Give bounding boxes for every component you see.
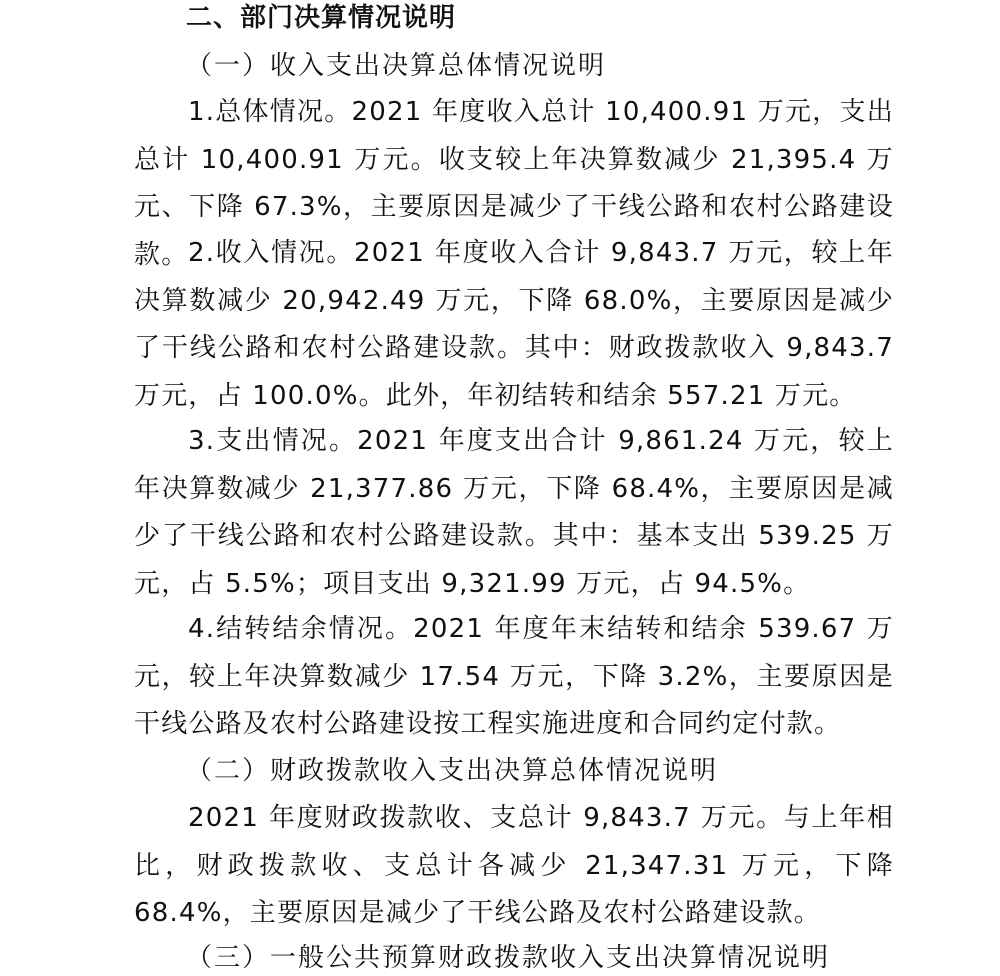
subsection-heading-2: （二）财政拨款收入支出决算总体情况说明 (186, 756, 719, 786)
section-heading: 二、部门决算情况说明 (186, 3, 457, 33)
paragraph-carryover: 4.结转结余情况。2021 年度年末结转和结余 539.67 万元，较上年决算数减少 17.54 万元，下降 3.2%，主要原因是干线公路及农村公路建设按工程实施进度和合同约定付款。 (134, 614, 894, 739)
paragraph-expenditure: 3.支出情况。2021 年度支出合计 9,861.24 万元，较上年决算数减少 21,377.86 万元，下降 68.4%，主要原因是减少了干线公路和农村公路建设款。其中：基本支出 539.25 万元，占 5.5%；项目支出 9,321.99 万元，占 94.5%。 (134, 426, 894, 599)
paragraph-overall: 1.总体情况。2021 年度收入总计 10,400.91 万元，支出总计 10,400.91 万元。收支较上年决算数减少 21,395.4 万元、下降 67.3%，主要原因是减少了干线公路和农村公路建设款。 (134, 97, 894, 270)
paragraph-income: 2.收入情况。2021 年度收入合计 9,843.7 万元，较上年决算数减少 20,942.49 万元，下降 68.0%，主要原因是减少了干线公路和农村公路建设款。其中：财政拨款收入 9,843.7 万元，占 100.0%。此外，年初结转和结余 557.21 万元。 (134, 238, 894, 411)
subsection-heading-1: （一）收入支出决算总体情况说明 (186, 51, 607, 81)
paragraph-fiscal-appropriation: 2021 年度财政拨款收、支总计 9,843.7 万元。与上年相比，财政拨款收、支总计各减少 21,347.31 万元，下降 68.4%，主要原因是减少了干线公路及农村公路建设款。 (134, 803, 894, 928)
subsection-heading-3: （三）一般公共预算财政拨款收入支出决算情况说明 (186, 943, 831, 973)
